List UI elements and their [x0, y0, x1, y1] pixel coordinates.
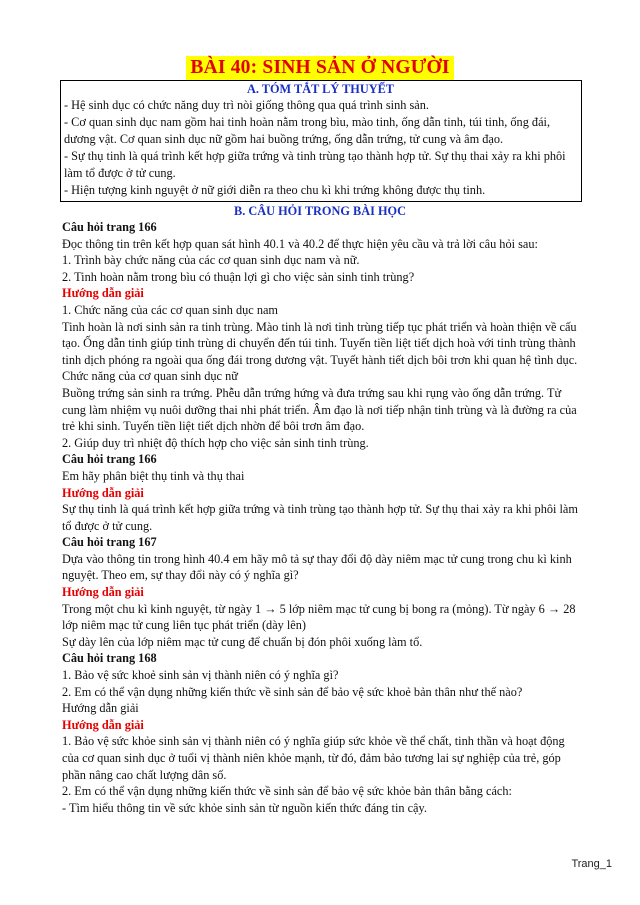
body-paragraph: Sự thụ tinh là quá trình kết hợp giữa trứng và tinh trùng tạo thành hợp tử. Sự thụ thai xảy ra khi phôi làm tổ được ở tử cung.: [62, 502, 578, 533]
summary-line: - Cơ quan sinh dục nam gồm hai tinh hoàn nằm trong bìu, mào tinh, ống dẫn tinh, túi tinh, ống đái, dương vật. Cơ quan sinh dục nữ gồm hai buồng trứng, ống dẫn trứng, tử cung và âm đạo.: [64, 115, 551, 146]
guide-heading: Hướng dẫn giải: [62, 286, 144, 301]
body-paragraph: 1. Trình bày chức năng của các cơ quan sinh dục nam và nữ.: [62, 253, 360, 268]
body-paragraph: 2. Em có thể vận dụng những kiến thức về sinh sản để bảo vệ sức khoẻ bản thân như thế nào?: [62, 684, 523, 699]
body-paragraph: Sự dày lên của lớp niêm mạc tử cung để chuẩn bị đón phôi xuống làm tổ.: [62, 634, 423, 649]
body-paragraph: Chức năng của cơ quan sinh dục nữ: [62, 369, 238, 384]
body-paragraph: 2. Tinh hoàn nằm trong bìu có thuận lợi gì cho việc sản sinh tinh trùng?: [62, 269, 415, 284]
summary-line: - Sự thụ tinh là quá trình kết hợp giữa trứng và tinh trùng tạo thành hợp tử. Sự thụ thai xảy ra khi phôi làm tổ được ở tử cung.: [64, 149, 566, 180]
body-paragraph: Đọc thông tin trên kết hợp quan sát hình 40.1 và 40.2 để thực hiện yêu cầu và trả lời câu hỏi sau:: [62, 236, 538, 251]
section-b-heading: B. CÂU HỎI TRONG BÀI HỌC: [234, 204, 406, 218]
body-paragraph: - Tìm hiểu thông tin về sức khỏe sinh sản từ nguồn kiến thức đáng tin cậy.: [62, 800, 427, 815]
summary-box: [60, 80, 582, 202]
body-paragraph: Tinh hoàn là nơi sinh sản ra tinh trùng. Mào tinh là nơi tinh trùng tiếp tục phát triển và hoàn thiện về cấu tạo. Ống dẫn tinh giúp tinh trùng di chuyển đến túi tinh. Tuyến tiền liệt tiết dịch hoà với tinh trùng thành tinh dịch phóng ra ngoài qua ống đái trong dương vật. Tuyết hành tiết dịch bôi trơn khi quan hệ tình dục.: [62, 319, 578, 367]
body-paragraph: 2. Em có thể vận dụng những kiến thức về sinh sản để bảo vệ sức khỏe bản thân bằng cách:: [62, 784, 512, 799]
body-paragraph: 2. Giúp duy trì nhiệt độ thích hợp cho việc sản sinh tinh trùng.: [62, 435, 369, 450]
guide-heading: Hướng dẫn giải: [62, 485, 144, 500]
title-wrap: [0, 56, 640, 80]
body-paragraph: Trong một chu kì kinh nguyệt, từ ngày 1 → 5 lớp niêm mạc tử cung bị bong ra (mỏng). Từ ngày 6 → 28 lớp niêm mạc tử cung liên tục phát triển (dày lên): [62, 601, 576, 633]
summary-line: - Hiện tượng kinh nguyệt ở nữ giới diễn ra theo chu kì khi trứng không được thụ tinh.: [64, 183, 486, 197]
question-heading: Câu hỏi trang 166: [62, 220, 157, 234]
page-title: BÀI 40: SINH SẢN Ở NGƯỜI: [186, 56, 453, 80]
page-number: Trang_1: [571, 858, 612, 870]
body-paragraph: Hướng dẫn giải: [62, 701, 139, 716]
guide-heading: Hướng dẫn giải: [62, 717, 144, 732]
summary-line: - Hệ sinh dục có chức năng duy trì nòi giống thông qua quá trình sinh sản.: [64, 98, 429, 112]
body-paragraph: 1. Chức năng của các cơ quan sinh dục nam: [62, 302, 278, 317]
question-heading: Câu hỏi trang 166: [62, 452, 157, 467]
guide-heading: Hướng dẫn giải: [62, 585, 144, 600]
question-heading: Câu hỏi trang 167: [62, 535, 157, 550]
body-paragraph: 1. Bảo vệ sức khoẻ sinh sản vị thành niên có ý nghĩa gì?: [62, 668, 339, 683]
body-paragraph: Em hãy phân biệt thụ tinh và thụ thai: [62, 468, 245, 483]
body-paragraph: Buồng trứng sản sinh ra trứng. Phễu dẫn trứng hứng và đưa trứng sau khi rụng vào ống dẫn trứng. Tử cung làm nhiệm vụ nuôi dưỡng thai nhi phát triển. Âm đạo là nơi tiếp nhận tinh trùng và là đường ra của trẻ khi sinh. Tuyến tiền liệt tiết dịch nhờn để bôi trơn âm đạo.: [62, 385, 577, 434]
body-paragraph: 1. Bảo vệ sức khỏe sinh sản vị thành niên có ý nghĩa giúp sức khỏe về thể chất, tinh thần và hoạt động của cơ quan sinh dục ở tuổi vị thành niên khỏe mạnh, từ đó, đảm bảo tương lai sự nghiệp của trẻ, góp phần nâng cao chất lượng dân số.: [62, 734, 565, 782]
section-a-heading: A. TÓM TẮT LÝ THUYẾT: [246, 82, 395, 96]
body-paragraph: Dựa vào thông tin trong hình 40.4 em hãy mô tả sự thay đổi độ dày niêm mạc tử cung trong chu kì kinh nguyệt. Theo em, sự thay đổi này có ý nghĩa gì?: [62, 551, 572, 583]
section-b-content: [62, 219, 582, 816]
question-heading: Câu hỏi trang 168: [62, 651, 157, 666]
